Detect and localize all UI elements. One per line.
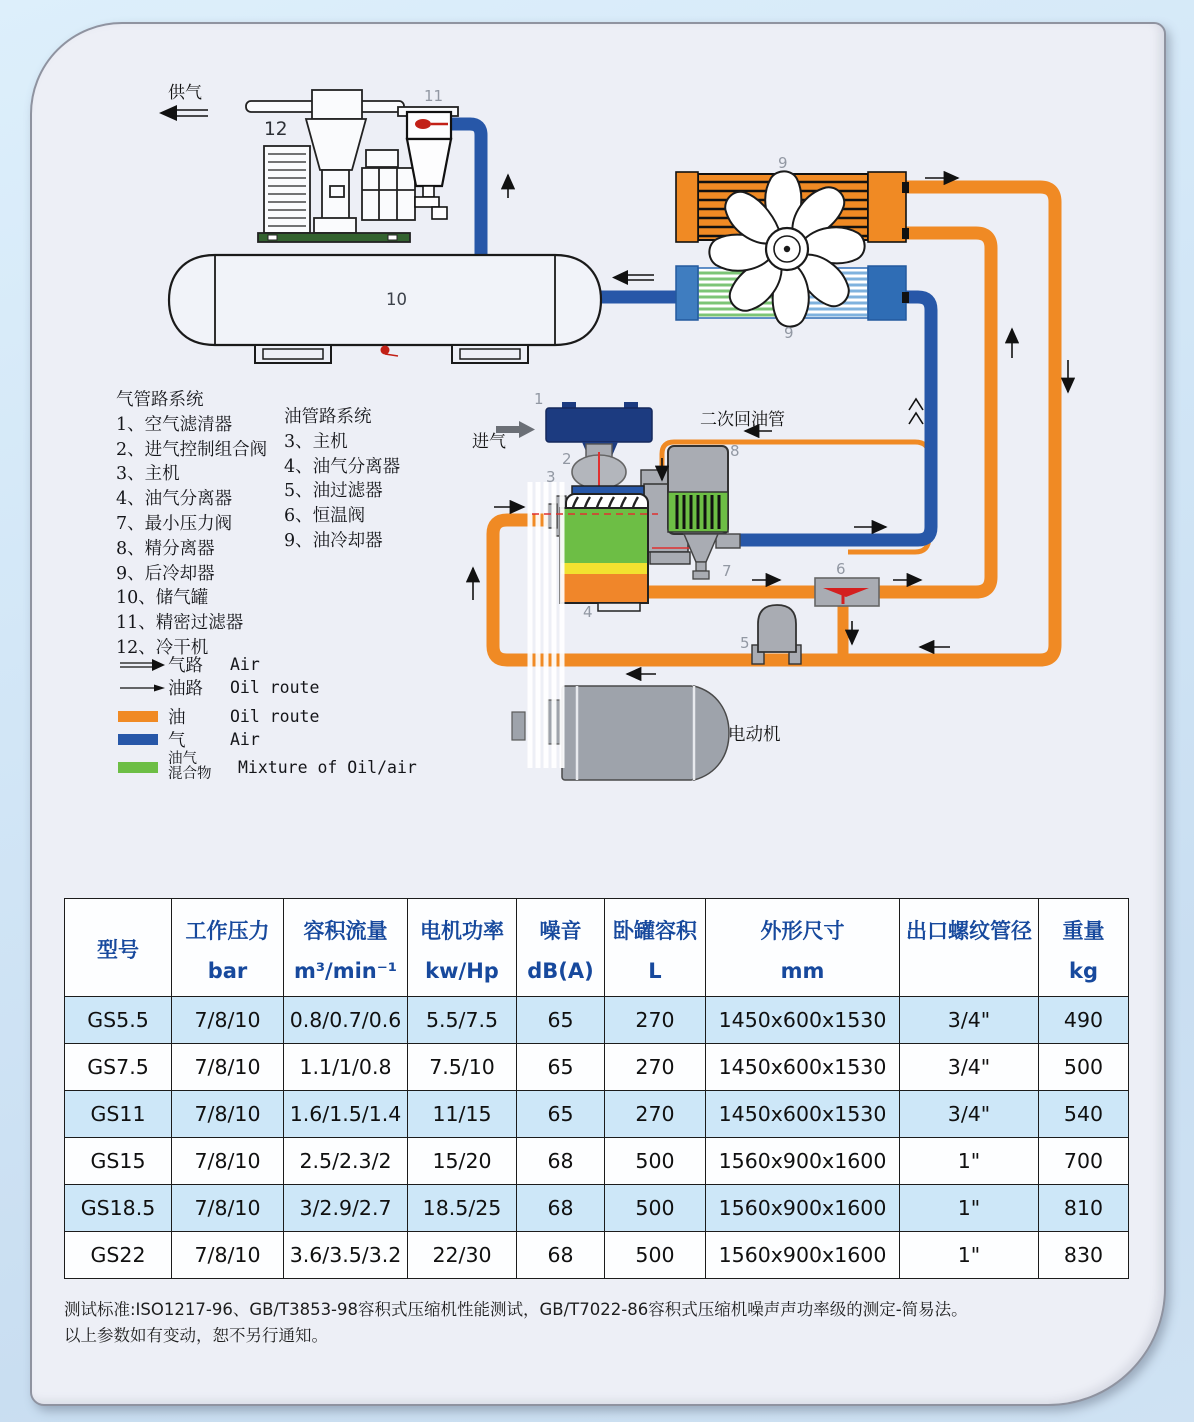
legend-label-en: Air: [230, 655, 260, 674]
table-cell: 270: [605, 1044, 706, 1091]
spec-table-wrap: [64, 898, 1128, 1279]
part-num-oil-filter: 5: [740, 634, 750, 652]
part-num-thermo-valve: 6: [836, 560, 846, 578]
column-header: 容积流量 m³/min⁻¹: [284, 899, 408, 997]
table-cell: 500: [605, 1185, 706, 1232]
minimum-pressure-valve: [684, 534, 740, 579]
table-cell: 810: [1039, 1185, 1129, 1232]
table-cell: 1560x900x1600: [706, 1232, 900, 1279]
legend-item: 9、油冷却器: [284, 530, 383, 551]
part-num-fine-separator: 8: [730, 442, 740, 460]
table-cell: 500: [605, 1232, 706, 1279]
legend-item: 11、精密过滤器: [116, 613, 244, 634]
oil-pipe-color-swatch: [118, 711, 168, 722]
table-cell: 830: [1039, 1232, 1129, 1279]
table-row: [65, 1138, 1129, 1185]
table-cell: 1": [900, 1185, 1039, 1232]
part-num-tank: 10: [386, 290, 407, 309]
part-num-precision-filter: 11: [424, 87, 444, 105]
table-cell: 68: [517, 1138, 605, 1185]
table-cell: 65: [517, 1091, 605, 1138]
table-cell: 65: [517, 1044, 605, 1091]
table-cell: 22/30: [408, 1232, 517, 1279]
legend-item: 2、进气控制组合阀: [116, 439, 268, 460]
table-cell: 7.5/10: [408, 1044, 517, 1091]
table-cell: 65: [517, 997, 605, 1044]
column-header: 卧罐容积 L: [605, 899, 706, 997]
air-system-legend-items: [116, 413, 267, 661]
table-cell: 7/8/10: [172, 1091, 284, 1138]
table-cell: 500: [1039, 1044, 1129, 1091]
table-cell: GS7.5: [65, 1044, 172, 1091]
table-cell: 270: [605, 997, 706, 1044]
legend-item: 4、油气分离器: [116, 489, 233, 510]
legend-row-air-arrow: [118, 652, 260, 677]
legend-item: 1、空气滤清器: [116, 414, 233, 435]
column-header: 重量 kg: [1039, 899, 1129, 997]
table-cell: GS15: [65, 1138, 172, 1185]
tank-drain-valve: [381, 346, 390, 355]
footnote: [64, 1297, 1084, 1348]
legend-label-zh: 油气 混合物: [168, 751, 212, 782]
table-row: [65, 1091, 1129, 1138]
table-row: [65, 1185, 1129, 1232]
table-cell: 1": [900, 1138, 1039, 1185]
table-cell: 490: [1039, 997, 1129, 1044]
footnote-line1: 测试标准:ISO1217-96、GB/T3853-98容积式压缩机性能测试，GB/T7022-86容积式压缩机噪声声功率级的测定-简易法。: [64, 1300, 968, 1319]
oil-gas-separator: [560, 508, 648, 611]
legend-item: 12、冷干机: [116, 637, 209, 658]
table-cell: GS18.5: [65, 1185, 172, 1232]
legend-label-zh: 气路: [168, 656, 203, 676]
label-secondary-oil-return: 二次回油管: [700, 410, 785, 430]
table-row: [65, 1044, 1129, 1091]
oil-system-legend: [284, 405, 400, 554]
part-num-intake-valve: 2: [562, 450, 572, 468]
cooling-fan: [709, 171, 864, 326]
part-num-separator: 4: [583, 603, 593, 621]
table-cell: 1560x900x1600: [706, 1185, 900, 1232]
table-cell: 2.5/2.3/2: [284, 1138, 408, 1185]
oil-system-legend-title: 油管路系统: [284, 407, 372, 427]
legend-row-mixture-pipe: [118, 752, 417, 782]
mixture-pipe-color-swatch: [118, 762, 168, 773]
table-cell: 68: [517, 1232, 605, 1279]
label-motor: 电动机: [728, 725, 781, 745]
table-cell: 7/8/10: [172, 1044, 284, 1091]
table-cell: 7/8/10: [172, 1138, 284, 1185]
legend-item: 5、油过滤器: [284, 481, 383, 502]
table-cell: 3/4": [900, 1044, 1039, 1091]
legend-item: 3、主机: [284, 431, 348, 452]
oil-route-arrow-icon: [118, 681, 168, 695]
fine-separator: [668, 446, 728, 534]
air-route-arrow-icon: [118, 658, 168, 672]
air-system-legend-title: 气管路系统: [116, 390, 204, 410]
legend-item: 6、恒温阀: [284, 506, 366, 527]
table-cell: 7/8/10: [172, 1232, 284, 1279]
table-cell: 3/4": [900, 1091, 1039, 1138]
table-cell: 1.1/1/0.8: [284, 1044, 408, 1091]
table-cell: 3.6/3.5/3.2: [284, 1232, 408, 1279]
table-cell: GS22: [65, 1232, 172, 1279]
legend-label-en: Air: [230, 730, 260, 749]
part-num-min-pressure-valve: 7: [722, 562, 732, 580]
legend-row-air-pipe: [118, 727, 260, 752]
legend-label-en: Oil route: [230, 678, 320, 697]
oil-system-legend-items: [284, 430, 400, 554]
table-cell: 1450x600x1530: [706, 1044, 900, 1091]
column-header: 出口螺纹管径: [900, 899, 1039, 997]
intake-control-valve: [572, 444, 626, 489]
column-header: 电机功率 kw/Hp: [408, 899, 517, 997]
label-supply-air: 供气: [168, 83, 202, 103]
table-cell: 1560x900x1600: [706, 1138, 900, 1185]
table-cell: GS5.5: [65, 997, 172, 1044]
legend-item: 4、油气分离器: [284, 456, 401, 477]
table-cell: 68: [517, 1185, 605, 1232]
table-row: [65, 997, 1129, 1044]
air-system-legend: [116, 388, 267, 661]
part-num-after-cooler: 9: [784, 324, 794, 342]
legend-item: 10、储气罐: [116, 588, 209, 609]
legend-item: 9、后冷却器: [116, 563, 215, 584]
table-cell: 1": [900, 1232, 1039, 1279]
legend-row-oil-pipe: [118, 704, 319, 729]
part-num-air-filter: 1: [534, 390, 544, 408]
table-cell: 18.5/25: [408, 1185, 517, 1232]
compressor-assembly: [546, 402, 740, 611]
table-cell: 7/8/10: [172, 1185, 284, 1232]
table-cell: 500: [605, 1138, 706, 1185]
part-num-oil-cooler: 9: [778, 154, 788, 172]
column-header: 工作压力 bar: [172, 899, 284, 997]
table-cell: 1450x600x1530: [706, 1091, 900, 1138]
table-cell: 0.8/0.7/0.6: [284, 997, 408, 1044]
legend-row-oil-arrow: [118, 675, 319, 700]
table-cell: 3/4": [900, 997, 1039, 1044]
legend-item: 8、精分离器: [116, 538, 215, 559]
legend-item: 7、最小压力阀: [116, 513, 233, 534]
table-cell: 540: [1039, 1091, 1129, 1138]
table-cell: 270: [605, 1091, 706, 1138]
table-cell: GS11: [65, 1091, 172, 1138]
table-cell: 5.5/7.5: [408, 997, 517, 1044]
part-num-main-unit: 3: [546, 468, 556, 486]
column-header: 型号: [65, 899, 172, 997]
table-cell: 700: [1039, 1138, 1129, 1185]
legend-label-zh: 气: [168, 731, 186, 751]
table-cell: 7/8/10: [172, 997, 284, 1044]
column-header: 外形尺寸 mm: [706, 899, 900, 997]
spec-table: [64, 898, 1129, 1279]
air-tank: [169, 255, 601, 363]
legend-label-en: Mixture of Oil/air: [238, 757, 417, 777]
legend-label-en: Oil route: [230, 707, 320, 726]
table-cell: 1.6/1.5/1.4: [284, 1091, 408, 1138]
legend-label-zh: 油: [168, 708, 186, 728]
table-cell: 3/2.9/2.7: [284, 1185, 408, 1232]
thermostatic-valve: [815, 578, 879, 606]
legend-label-zh: 油路: [168, 679, 203, 699]
table-cell: 1450x600x1530: [706, 997, 900, 1044]
label-air-intake: 进气: [472, 432, 506, 452]
table-cell: 15/20: [408, 1138, 517, 1185]
legend-item: 3、主机: [116, 464, 180, 485]
route-legend: [118, 652, 478, 792]
footnote-line2: 以上参数如有变动，恕不另行通知。: [64, 1325, 328, 1345]
air-pipe-color-swatch: [118, 734, 168, 745]
part-num-dryer: 12: [264, 119, 288, 140]
table-cell: 11/15: [408, 1091, 517, 1138]
table-row: [65, 1232, 1129, 1279]
column-header: 噪音 dB(A): [517, 899, 605, 997]
